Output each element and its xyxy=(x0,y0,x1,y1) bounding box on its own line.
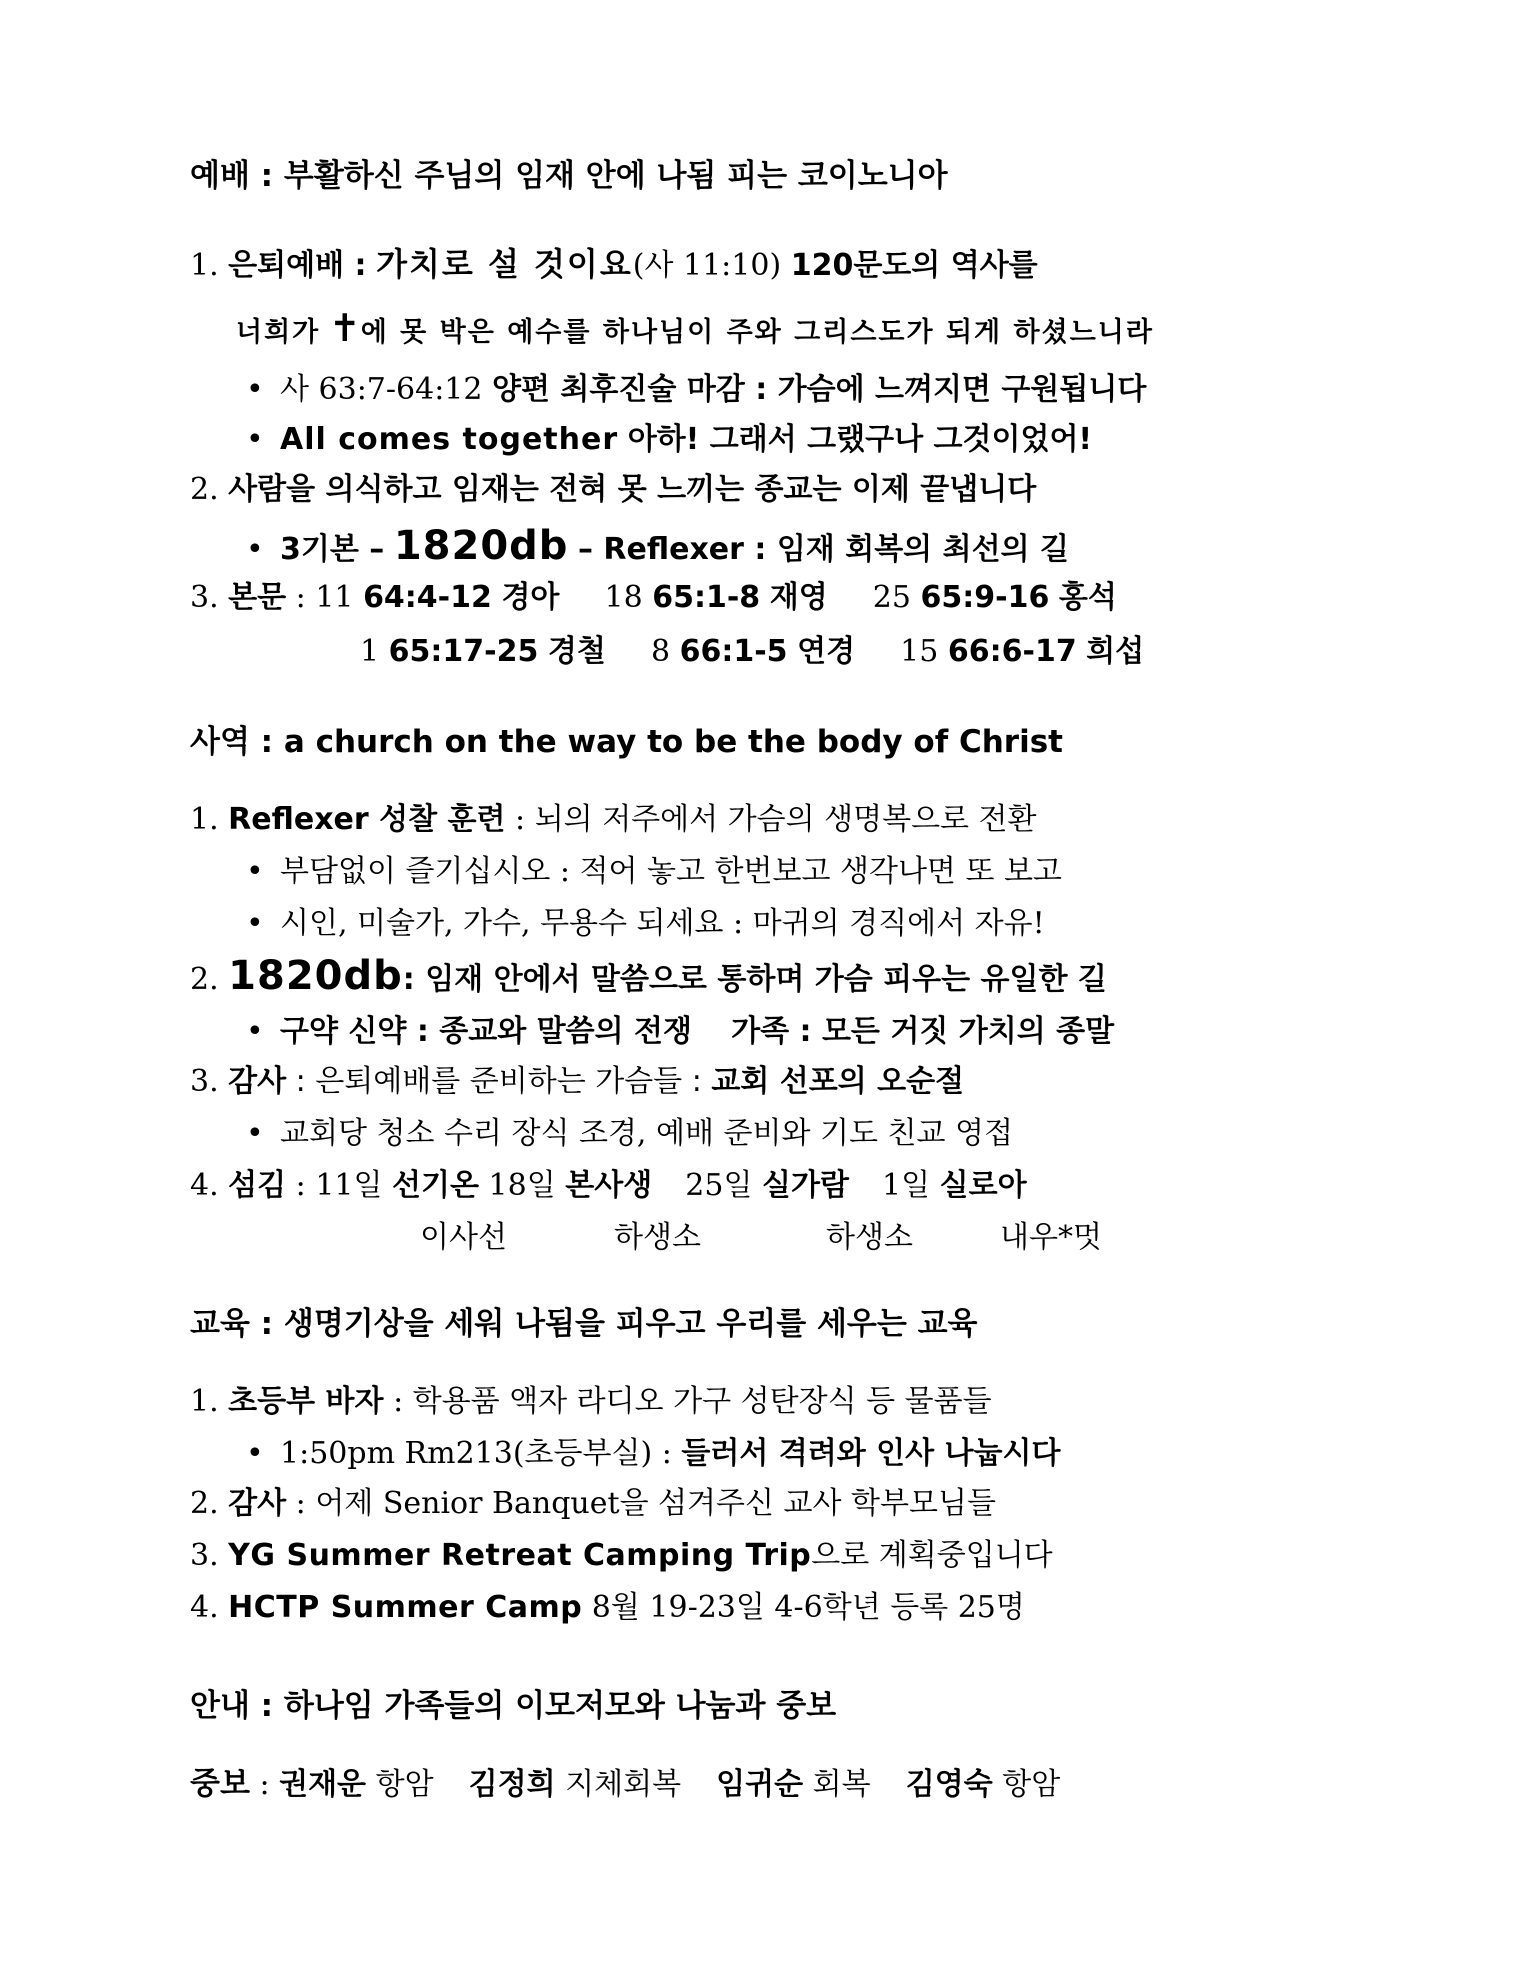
education-bullet-1: • 1:50pm Rm213(초등부실) : 들러서 격려와 인사 나눕시다 xyxy=(246,1436,1061,1471)
prayer-line: 중보 : 권재운 항암 김정희 지체회복 임귀순 회복 김영숙 항암 xyxy=(190,1766,1061,1802)
education-item-3: 3. YG Summer Retreat Camping Trip으로 계획중입니다 xyxy=(190,1538,1053,1573)
ministry-serve-sub-4: 내우*멋 xyxy=(1000,1220,1102,1255)
worship-item-1-verse: 너희가 ✝에 못 박은 예수를 하나님이 주와 그리스도가 되게 하셨느니라 xyxy=(236,306,1154,350)
education-item-4: 4. HCTP Summer Camp 8월 19-23일 4-6학년 등록 25명 xyxy=(190,1590,1025,1625)
cross-icon: ✝ xyxy=(328,306,361,350)
ministry-bullet-4: • 교회당 청소 수리 장식 조경, 예배 준비와 기도 친교 영접 xyxy=(246,1116,1013,1151)
worship-bullet-1: • 사 63:7-64:12 양편 최후진술 마감 : 가슴에 느껴지면 구원됩니다 xyxy=(246,372,1147,407)
ministry-serve-sub-2: 하생소 xyxy=(614,1220,701,1255)
education-item-2: 2. 감사 : 어제 Senior Banquet을 섬겨주신 교사 학부모님들 xyxy=(190,1486,996,1521)
ministry-bullet-2: • 시인, 미술가, 가수, 무용수 되세요 : 마귀의 경직에서 자유! xyxy=(246,906,1045,941)
ministry-item-3: 3. 감사 : 은퇴예배를 준비하는 가슴들 : 교회 선포의 오순절 xyxy=(190,1064,965,1099)
worship-item-3-row-2: 1 65:17-25 경철 8 66:1-5 연경 15 66:6-17 희섭 xyxy=(360,634,1145,669)
worship-heading: 예배 : 부활하신 주님의 임재 안에 나됨 피는 코이노니아 xyxy=(190,158,948,194)
ministry-bullet-1: • 부담없이 즐기십시오 : 적어 놓고 한번보고 생각나면 또 보고 xyxy=(246,854,1062,889)
education-item-1: 1. 초등부 바자 : 학용품 액자 라디오 가구 성탄장식 등 물품들 xyxy=(190,1384,992,1419)
education-heading: 교육 : 생명기상을 세워 나됨을 피우고 우리를 세우는 교육 xyxy=(190,1306,978,1342)
worship-item-3: 3. 본문 : 11 64:4-12 경아 18 65:1-8 재영 25 65:9-16 홍석 xyxy=(190,580,1117,615)
logo-1820db: 1820db xyxy=(393,523,569,569)
logo-1820db: 1820db xyxy=(228,953,403,999)
ministry-bullet-3: • 구약 신약 : 종교와 말씀의 전쟁 가족 : 모든 거짓 가치의 종말 xyxy=(246,1014,1115,1049)
worship-bullet-3: • 3기본 – 1820db – Reflexer : 임재 회복의 최선의 길 xyxy=(246,523,1069,569)
ministry-serve-sub-3: 하생소 xyxy=(826,1220,913,1255)
ministry-serve-sub-1: 이사선 xyxy=(420,1220,507,1255)
worship-title: 가치로 설 것이요 xyxy=(376,245,633,283)
notice-heading: 안내 : 하나임 가족들의 이모저모와 나눔과 중보 xyxy=(190,1688,837,1724)
ministry-item-1: 1. Reflexer 성찰 훈련 : 뇌의 저주에서 가슴의 생명복으로 전환 xyxy=(190,802,1037,837)
ministry-heading: 사역 : a church on the way to be the body of Christ xyxy=(190,724,1063,760)
worship-bullet-2: • All comes together 아하! 그래서 그랬구나 그것이었어! xyxy=(246,422,1093,457)
worship-item-1: 1. 은퇴예배 : 가치로 설 것이요(사 11:10) 120문도의 역사를 xyxy=(190,245,1038,283)
ministry-item-2: 2. 1820db: 임재 안에서 말씀으로 통하며 가슴 피우는 유일한 길 xyxy=(190,953,1107,999)
ministry-item-4: 4. 섬김 : 11일 선기온 18일 본사생 25일 실가람 1일 실로아 xyxy=(190,1168,1027,1203)
worship-item-2: 2. 사람을 의식하고 임재는 전혀 못 느끼는 종교는 이제 끝냅니다 xyxy=(190,472,1037,507)
